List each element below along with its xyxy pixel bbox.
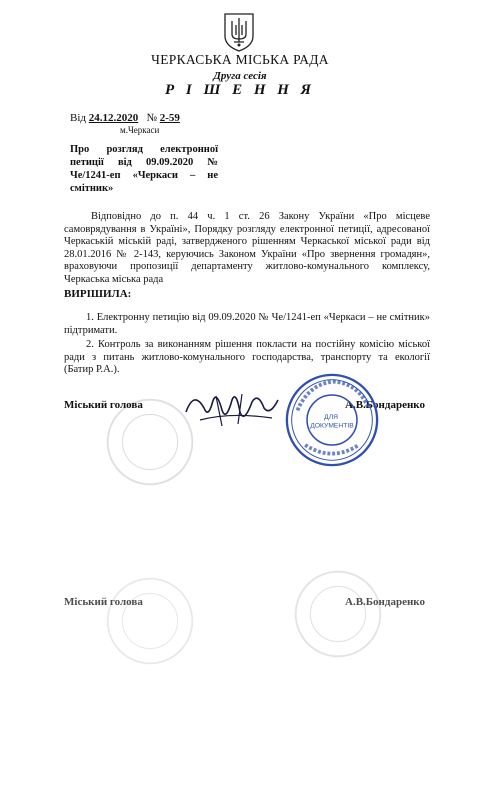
- decision-subject: Про розгляд електронної петиції від 09.09.2020 № Че/1241-еп «Черкаси – не смітник»: [70, 144, 218, 194]
- faint-stamp-icon: [104, 575, 196, 667]
- stamp-inner-text: ДЛЯ ДОКУМЕНТІВ: [310, 414, 354, 430]
- decision-date: 24.12.2020: [88, 112, 139, 124]
- faint-stamp-icon: [292, 568, 384, 660]
- handwritten-signature-icon: [182, 382, 282, 432]
- signatory-position-repeat: Міський голова: [64, 596, 143, 608]
- signatory-name: А.В.Бондаренко: [345, 399, 425, 411]
- official-stamp-icon: [284, 372, 380, 468]
- preamble-paragraph: Відповідно до п. 44 ч. 1 ст. 26 Закону України «Про місцеве самоврядування в Україні», Порядку розгляду електронної петиції, адресованої Черкаській міській раді, затвердженого рішенням Черкаської міської ради від 28.01.2016 № 2-143, керуючись Законом України «Про звернення громадян», враховуючи пропозиції департаменту житлово-комунального комплексу, Черкаська міська рада: [64, 211, 430, 285]
- date-prefix: Від: [70, 112, 86, 124]
- resolution-item-1: 1. Електронну петицію від 09.09.2020 № Че/1241-еп «Черкаси – не смітник» підтримати.: [64, 312, 430, 336]
- coat-of-arms-icon: [222, 12, 256, 52]
- signatory-position: Міський голова: [64, 399, 143, 411]
- council-name: ЧЕРКАСЬКА МІСЬКА РАДА: [151, 52, 329, 67]
- signatory-name-repeat: А.В.Бондаренко: [345, 596, 425, 608]
- city-label: м.Черкаси: [120, 125, 160, 135]
- document-title: Р І Ш Е Н Н Я: [164, 82, 316, 98]
- resolution-item-2: 2. Контроль за виконанням рішення покласти на постійну комісію міської ради з питань житлово-комунального господарства, транспорту та екології (Батир Р.А.).: [64, 339, 430, 376]
- dateline: [70, 112, 180, 124]
- resolved-heading: ВИРІШИЛА:: [64, 288, 132, 300]
- session-label: Друга сесія: [213, 70, 267, 82]
- decision-number: 2-59: [159, 112, 180, 124]
- number-prefix: №: [146, 112, 157, 124]
